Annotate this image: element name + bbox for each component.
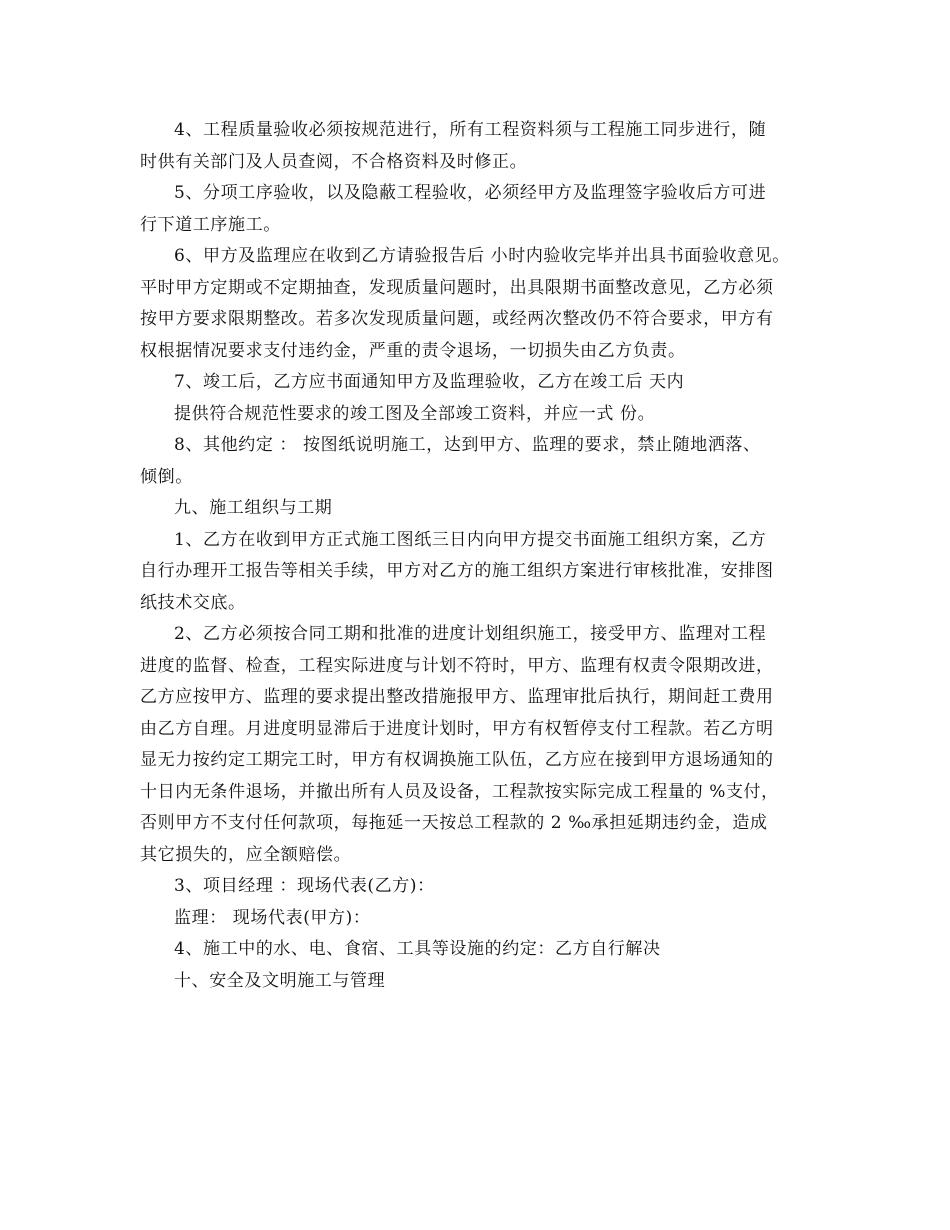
clause-8-other-terms [140,430,820,493]
text-line: 1、乙方在收到甲方正式施工图纸三日内向甲方提交书面施工组织方案，乙方 [174,529,767,550]
text-line: 进度的监督、检查，工程实际进度与计划不符时，甲方、监理有权责令限期改进， [140,655,774,676]
section-heading: 十、安全及文明施工与管理 [174,970,386,991]
text-line: 显无力按约定工期完工时，甲方有权调换施工队伍，乙方应在接到甲方退场通知的 [140,750,774,770]
clause-9-3-personnel [140,871,820,934]
text-line: 自行办理开工报告等相关手续，甲方对乙方的施工组织方案进行审核批准，安排图 [140,561,774,581]
text-line: 纸技术交底。 [140,592,246,613]
text-line: 5、分项工序验收，以及隐蔽工程验收，必须经甲方及监理签字验收后方可进 [174,183,767,203]
text-line: 其它损失的，应全额赔偿。 [140,844,352,865]
text-line: 行下道工序施工。 [140,214,281,235]
text-line: 十日内无条件退场，并撤出所有人员及设备，工程款按实际完成工程量的 %支付， [140,781,779,802]
text-line: 倾倒。 [140,466,193,487]
text-line: 7、竣工后，乙方应书面通知甲方及监理验收，乙方在竣工后 天内 [174,372,685,392]
text-line: 2、乙方必须按合同工期和批准的进度计划组织施工，接受甲方、监理对工程 [174,624,767,644]
text-line: 按甲方要求限期整改。若多次发现质量问题，或经两次整改仍不符合要求，甲方有 [140,309,774,329]
text-line: 权根据情况要求支付违约金，严重的责令退场，一切损失由乙方负责。 [140,340,686,361]
clause-6-inspection [140,241,820,367]
text-line: 提供符合规范性要求的竣工图及全部竣工资料，并应一式 份。 [174,403,656,424]
clause-5-subitem-acceptance [140,178,820,241]
text-line: 由乙方自理。月进度明显滞后于进度计划时，甲方有权暂停支付工程款。若乙方明 [140,718,774,739]
text-line: 8、其他约定 ： 按图纸说明施工，达到甲方、监理的要求，禁止随地洒落、 [174,435,761,455]
text-line: 监理： 现场代表(甲方)： [174,907,371,928]
section-10-heading [140,966,820,998]
text-line: 4、工程质量验收必须按规范进行，所有工程资料须与工程施工同步进行，随 [174,120,767,140]
clause-9-2-schedule [140,619,820,871]
text-line: 否则甲方不支付任何款项，每拖延一天按总工程款的 2 ‰承担延期违约金，造成 [140,813,768,833]
document-body [140,115,820,997]
text-line: 6、甲方及监理应在收到乙方请验报告后 小时内验收完毕并出具书面验收意见。 [174,246,790,266]
clause-7-completion [140,367,820,430]
clause-9-4-facilities [140,934,820,966]
section-heading: 九、施工组织与工期 [174,498,333,518]
clause-9-1-organization [140,525,820,620]
clause-4-quality-acceptance [140,115,820,178]
text-line: 4、施工中的水、电、食宿、工具等设施的约定：乙方自行解决 [174,939,661,959]
text-line: 3、项目经理 ：现场代表(乙方)： [174,876,435,896]
text-line: 时供有关部门及人员查阅，不合格资料及时修正。 [140,151,528,172]
text-line: 平时甲方定期或不定期抽查，发现质量问题时，出具限期书面整改意见，乙方必须 [140,277,774,298]
section-9-heading [140,493,820,525]
text-line: 乙方应按甲方、监理的要求提出整改措施报甲方、监理审批后执行，期间赶工费用 [140,687,774,707]
